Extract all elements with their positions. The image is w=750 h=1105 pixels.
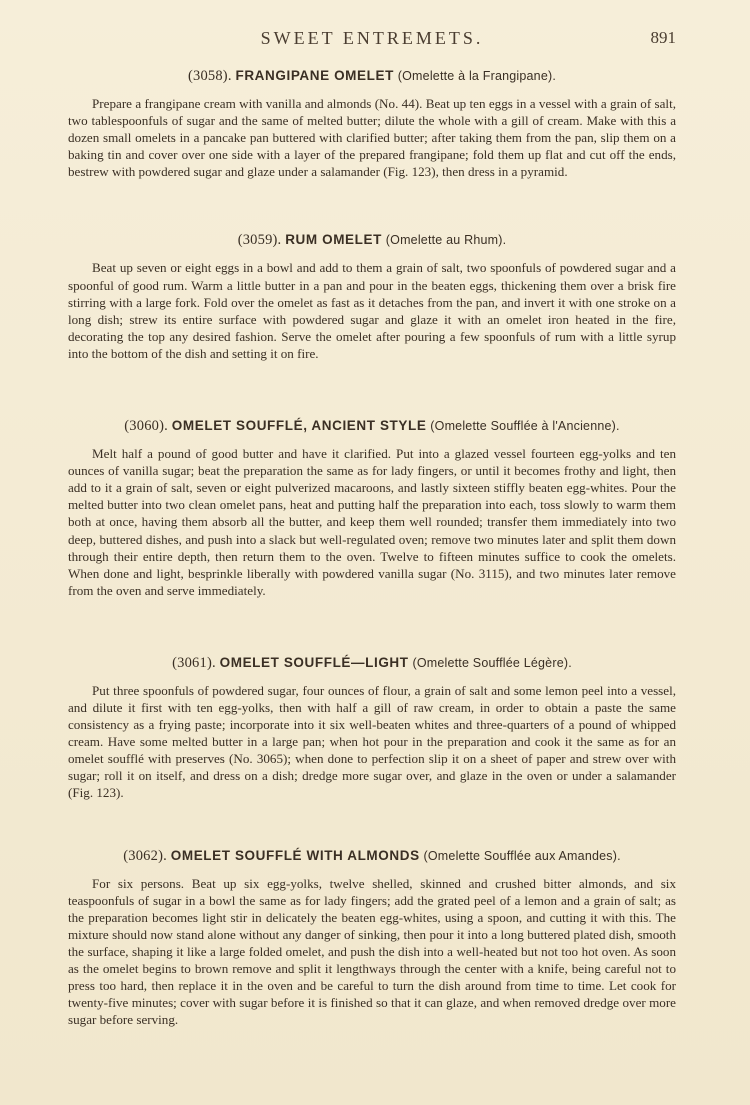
recipe-heading [68,655,676,672]
recipe-3062 [68,848,676,1029]
recipe-french-name: (Omelette au Rhum). [385,233,507,248]
recipe-title: OMELET SOUFFLÉ—LIGHT [219,654,409,670]
recipe-3060 [68,418,676,599]
recipe-french-name: (Omelette Soufflée à l'Ancienne). [430,419,620,434]
recipe-number: (3061). [172,654,216,671]
recipe-3058 [68,68,676,180]
recipe-heading [68,848,676,865]
recipe-body: Prepare a frangipane cream with vanilla and almonds (No. 44). Beat up ten eggs in a vessel with a grain of salt, two tablespoonfuls of sugar and the same of melted butter; dilute the whole with a gill of cream. Make with this a dozen small omelets in a pancake pan buttered with clarified butter; after taking them from the pan, slip them on a baking tin and cover over one side with a layer of the prepared frangipane; fold them up flat and cut off the ends, bestrew with powdered sugar and glaze under a salamander (Fig. 123), then dress in a pyramid. [68,96,676,180]
recipe-french-name: (Omelette Soufflée aux Amandes). [423,848,621,863]
page-number: 891 [650,28,676,47]
recipe-french-name: (Omelette à la Frangipane). [397,69,557,83]
recipe-number: (3058). [187,68,232,84]
recipe-title: RUM OMELET [285,232,382,248]
recipe-number: (3062). [123,847,167,864]
recipe-number: (3060). [124,418,168,435]
recipe-body: Beat up seven or eight eggs in a bowl and add to them a grain of salt, two spoonfuls of powdered sugar and a spoonful of good rum. Warm a little butter in a pan and pour in the beaten eggs, thickening them over a brisk fire stirring with a large fork. Fold over the omelet as fast as it detaches from the pan, and invert it with one stroke on a long dish; strew its entire surface with powdered sugar and glaze it with an omelet iron heated in the fire, decorating the top any desired fashion. Serve the omelet after pouring a few spoonfuls of rum with a little syrup into the bottom of the dish and setting it on fire. [68,260,676,361]
running-title: SWEET ENTREMETS. [260,28,484,48]
recipe-heading [68,232,676,249]
recipe-title: OMELET SOUFFLÉ WITH ALMONDS [170,847,420,863]
recipe-number: (3059). [237,232,282,249]
recipe-title: OMELET SOUFFLÉ, ANCIENT STYLE [171,418,427,434]
recipe-title: FRANGIPANE OMELET [235,68,394,83]
recipe-body: Melt half a pound of good butter and have it clarified. Put into a glazed vessel fourteen egg-yolks and ten ounces of vanilla sugar; beat the preparation the same as for lady fingers, or until it becomes frothy and light, then add to it a grain of salt, seven or eight pulverized macaroons, and lastly sixteen stiffly beaten egg-whites. Pour the melted butter into two clean omelet pans, heat and putting half the preparation into each, toss slowly to warm them both at once, having them absorb all the butter, and keep them well rounded; transfer them immediately into two deep, buttered dishes, and push into a slack but well-regulated oven; remove two minutes later and split them down through their entire depth, then return them to the oven. Twelve to fifteen minutes suffice to cook the omelets. When done and light, besprinkle liberally with powdered vanilla sugar (No. 3115), and two minutes later remove from the oven and serve immediately. [68,446,676,598]
recipe-3061 [68,655,676,802]
recipe-heading [68,68,676,85]
running-head [68,28,676,54]
recipe-heading [68,418,676,435]
recipe-body: For six persons. Beat up six egg-yolks, twelve shelled, skinned and crushed bitter almonds, and six teaspoonfuls of sugar in a bowl the same as for lady fingers; add the grated peel of a lemon and a grain of salt; as the preparation becomes light stir in delicately the beaten egg-whites, using a spoon, and cutting it with this. The mixture should now stand alone without any danger of sinking, then pour it into a long buttered plated dish, smooth the surface, shaping it like a large folded omelet, and push the dish into a well-heated but not too hot oven. As soon as the omelet begins to brown remove and split it lengthways through the center with a knife, being careful not to press too hard, then replace it in the oven and be careful to turn the dish around from time to time. Let cook for twenty-five minutes; cover with sugar before it is finished so that it can glaze, and when removed dredge over more sugar before serving. [68,875,676,1028]
recipe-french-name: (Omelette Soufflée Légère). [412,655,572,670]
recipe-body: Put three spoonfuls of powdered sugar, four ounces of flour, a grain of salt and some lemon peel into a vessel, and dilute it first with ten egg-yolks, then with half a gill of raw cream, in order to obtain a paste the same consistency as a frying paste; incorporate into it six well-beaten whites and three-quarters of a pound of whipped cream. Have some melted butter in a large pan; when hot pour in the preparation and cook it the same as for an omelet soufflé with preserves (No. 3065); when done to perfection slip it on a sheet of paper and strew over with sugar; roll it on itself, and dress on a dish; dredge more sugar over, and glaze in the oven or under a salamander (Fig. 123). [68,682,676,801]
recipe-3059 [68,232,676,362]
